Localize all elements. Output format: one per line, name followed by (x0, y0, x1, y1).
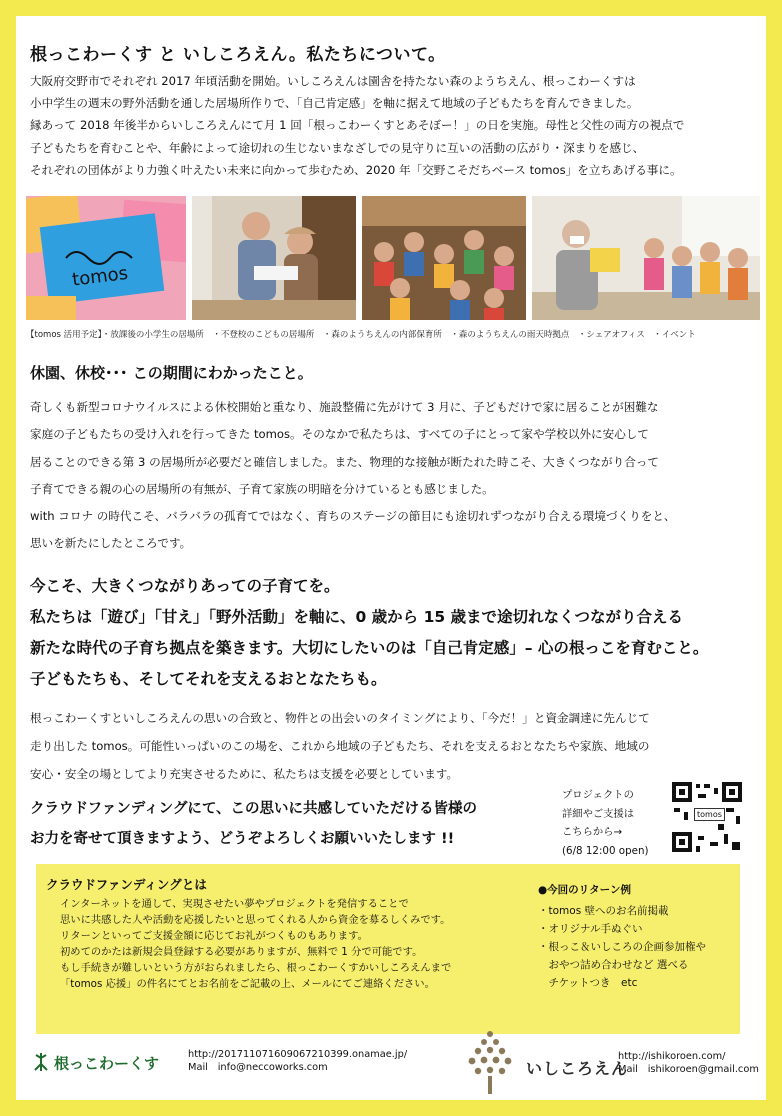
project-note: プロジェクトの 詳細やご支援は こちらから→ (6/8 12:00 open) (562, 789, 649, 857)
neccoworks-logo (32, 1052, 159, 1076)
section3-lead: 今こそ、大きくつながりあっての子育てを。 私たちは「遊び」「甘え」「野外活動」を軸に、0 歳から 15 歳まで途切れなくつながり合える 新たな時代の子育ち拠点を築きます。大切にしたいのは「自己肯定感」– 心の根っこを育むこと。 子どもたちも、そしてそれを支えるおとなたちも。 (30, 577, 709, 688)
section3-body: 根っこわーくすといしころえんの思いの合致と、物件との出会いのタイミングにより、「今だ！」と資金調達に先んじて 走り出した tomos。可能性いっぱいのこの場を、これから地域の子どもたち、それを支えるおとなたちや家族、地域の 安心・安全の場としてより充実させるために、私たちは支援を必要としています。 (30, 711, 650, 781)
photo-caption: 【tomos 活用予定】・放課後の小学生の居場所 ・不登校のこどもの居場所 ・森のようちえんの内部保育所 ・森のようちえんの雨天時拠点 ・シェアオフィス ・イベント (26, 330, 696, 340)
neccoworks-name: 根っこわーくす (54, 1054, 160, 1073)
children-group-indoor-photo (362, 196, 526, 320)
adults-with-papers-photo (192, 196, 356, 320)
tree-roots-icon (32, 1052, 50, 1076)
crowdfunding-ask: クラウドファンディングにて、この思いに共感していただける皆様の お力を寄せて頂きますよう、どうぞよろしくお願いいたします !! (30, 801, 478, 847)
crowdfunding-body: インターネットを通して、実現させたい夢やプロジェクトを発信することで 思いに共感した人や活動を応援したいと思ってくれる人から資金を募るしくみです。 リターンといってご支援金額に応じてお礼がつくものもあります。 初めてのかたは新規会員登録する必要がありますが、無料で 1 分で可能です。 もし手続きが難しいという方がおられましたら、根っこわーくすかいしころえんまで 「tomos 応援」の件名にてとお名前をご記載の上、メールにてご連絡ください。 (60, 898, 452, 990)
neccoworks-contact[interactable]: http://20171107160906721039​9.onamae.jp/ Mail info@neccoworks.com (188, 1049, 408, 1073)
svg-text:tomos: tomos (71, 262, 130, 291)
section2-body: 奇しくも新型コロナウイルスによる休校開始と重なり、施設整備に先がけて 3 月に、子どもだけで家に居ることが困難な 家庭の子どもたちの受け入れを行ってきた tomos。そのなかで私たちは、すべての子にとって家や学校以外に安心して 居ることのできる第 3 の居場所が必要だと確信しました。また、物理的な接触が断たれた時こそ、大きくつながり合って 子育てできる親の心の居場所の有無が、子育て家族の明暗を分けているとも感じました。 with コロナ の時代こそ、バラバラの孤育てではなく、育ちのステージの節目にも途切れずつながり合える環境づくりをと、 思いを新たにしたところです。 (30, 400, 676, 551)
photo-strip (26, 196, 760, 320)
tomos-sticky-notes-photo (26, 196, 186, 320)
returns-list: ・tomos 壁へのお名前掲載 ・オリジナル手ぬぐい ・根っこ＆いしころの企画参加権や おやつ詰め合わせなど 選べる チケットつき etc (538, 905, 706, 989)
qr-label: tomos (694, 808, 725, 821)
returns-title: ●今回のリターン例 (538, 884, 631, 896)
section2-title: 休園、休校･･･ この期間にわかったこと。 (30, 364, 313, 382)
ishikoroen-logo-mark (454, 1026, 526, 1098)
ishikoroen-contact[interactable]: http://ishikoroen.com/ Mail ishikoroen@gmail.com (618, 1051, 759, 1075)
section1-body: 大阪府交野市でそれぞれ 2017 年頃活動を開始。いしころえんは園舎を持たない森のようちえん、根っこわーくすは 小中学生の週末の野外活動を通した居場所作りで、「自己肯定感」を軸に据えて地域の子どもたちを育んできました。 縁あって 2018 年後半からいしころえんにて月 1 回「根っこわーくすとあそぼー！」の日を実施。母性と父性の両方の視点で 子どもたちを育むことや、年齢によって途切れの生じないまなざしでの見守りに互いの活動の広がり・深まりを感じ、 それぞれの団体がより力強く叶えたい未来に向かって歩むため、2020 年「交野こそだちベース tomos」を立ちあげる事に。 (30, 74, 685, 177)
ishikoroen-name: いしころえん (526, 1059, 629, 1078)
section1-title: 根っこわーくす と いしころえん。私たちについて。 (30, 45, 446, 65)
flyer-sheet (16, 16, 766, 1100)
storytime-reading-photo (532, 196, 760, 320)
crowdfunding-title: クラウドファンディングとは (46, 877, 207, 892)
qr-code[interactable] (670, 780, 744, 854)
